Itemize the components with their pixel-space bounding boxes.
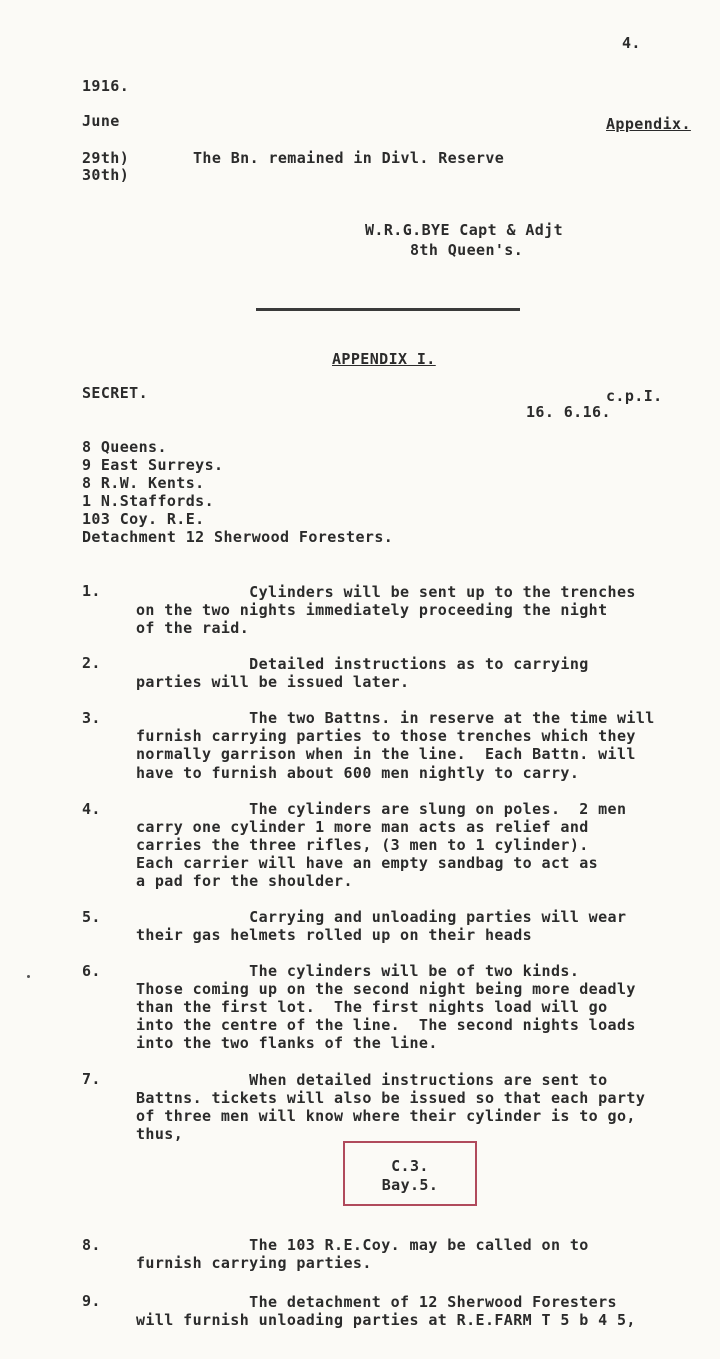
- addressee: 8 Queens.: [82, 438, 167, 456]
- paragraph-line: carry one cylinder 1 more man acts as relief and: [136, 818, 589, 836]
- paragraph-line: Detailed instructions as to carrying: [136, 655, 589, 673]
- paragraph-line: The 103 R.E.Coy. may be called on to: [136, 1236, 589, 1254]
- paragraph-line: their gas helmets rolled up on their heads: [136, 926, 533, 944]
- appendix-label: Appendix.: [606, 115, 691, 133]
- paragraph-line: of the raid.: [136, 619, 250, 637]
- diary-entry: The Bn. remained in Divl. Reserve: [193, 149, 505, 167]
- paragraph-line: Cylinders will be sent up to the trenches: [136, 583, 636, 601]
- paragraph-line: furnish carrying parties to those trenches which they: [136, 727, 636, 745]
- paragraph-line: than the first lot. The first nights load will go: [136, 998, 608, 1016]
- diary-date-2: 30th): [82, 166, 130, 184]
- paragraph-line: The detachment of 12 Sherwood Foresters: [136, 1293, 617, 1311]
- paragraph-line: on the two nights immediately proceeding the night: [136, 601, 608, 619]
- paragraph-number: 8.: [82, 1236, 101, 1254]
- paragraph-line: furnish carrying parties.: [136, 1254, 372, 1272]
- addressee: Detachment 12 Sherwood Foresters.: [82, 528, 394, 546]
- paragraph-line: When detailed instructions are sent to: [136, 1071, 608, 1089]
- ticket-example-box: [343, 1141, 477, 1206]
- paragraph-line: have to furnish about 600 men nightly to carry.: [136, 764, 580, 782]
- paragraph-line: The two Battns. in reserve at the time will: [136, 709, 655, 727]
- section-divider: [256, 308, 520, 311]
- paragraph-number: 3.: [82, 709, 101, 727]
- addressee: 1 N.Staffords.: [82, 492, 215, 510]
- diary-date-1: 29th): [82, 149, 130, 167]
- month: June: [82, 112, 120, 130]
- ink-speck: [27, 975, 30, 978]
- paragraph-line: into the centre of the line. The second nights loads: [136, 1016, 636, 1034]
- paragraph-line: a pad for the shoulder.: [136, 872, 353, 890]
- paragraph-line: carries the three rifles, (3 men to 1 cylinder).: [136, 836, 589, 854]
- page-number: 4.: [622, 34, 641, 52]
- paragraph-number: 1.: [82, 582, 101, 600]
- ticket-line-2: Bay.5.: [381, 1176, 439, 1194]
- secret-mark: SECRET.: [82, 384, 149, 402]
- paragraph-line: The cylinders will be of two kinds.: [136, 962, 580, 980]
- reference: c.p.I.: [606, 387, 663, 405]
- paragraph-line: of three men will know where their cylinder is to go,: [136, 1107, 636, 1125]
- paragraph-line: The cylinders are slung on poles. 2 men: [136, 800, 627, 818]
- ticket-line-1: C.3.: [391, 1157, 429, 1175]
- paragraph-number: 5.: [82, 908, 101, 926]
- paragraph-line: Battns. tickets will also be issued so that each party: [136, 1089, 646, 1107]
- paragraph-number: 7.: [82, 1070, 101, 1088]
- paragraph-number: 2.: [82, 654, 101, 672]
- paragraph-line: Each carrier will have an empty sandbag to act as: [136, 854, 599, 872]
- paragraph-number: 6.: [82, 962, 101, 980]
- paragraph-line: normally garrison when in the line. Each Battn. will: [136, 745, 636, 763]
- paragraph-line: parties will be issued later.: [136, 673, 410, 691]
- paragraph-line: into the two flanks of the line.: [136, 1034, 438, 1052]
- paragraph-number: 9.: [82, 1292, 101, 1310]
- paragraph-line: Those coming up on the second night being more deadly: [136, 980, 636, 998]
- year: 1916.: [82, 77, 130, 95]
- addressee: 8 R.W. Kents.: [82, 474, 205, 492]
- paragraph-line: thus,: [136, 1125, 184, 1143]
- paragraph-line: will furnish unloading parties at R.E.FARM T 5 b 4 5,: [136, 1311, 636, 1329]
- paragraph-line: Carrying and unloading parties will wear: [136, 908, 627, 926]
- paragraph-number: 4.: [82, 800, 101, 818]
- signature-line-2: 8th Queen's.: [410, 241, 524, 259]
- signature-line-1: W.R.G.BYE Capt & Adjt: [365, 221, 564, 239]
- document-date: 16. 6.16.: [526, 403, 611, 421]
- appendix-title: APPENDIX I.: [332, 350, 436, 368]
- addressee: 9 East Surreys.: [82, 456, 224, 474]
- addressee: 103 Coy. R.E.: [82, 510, 205, 528]
